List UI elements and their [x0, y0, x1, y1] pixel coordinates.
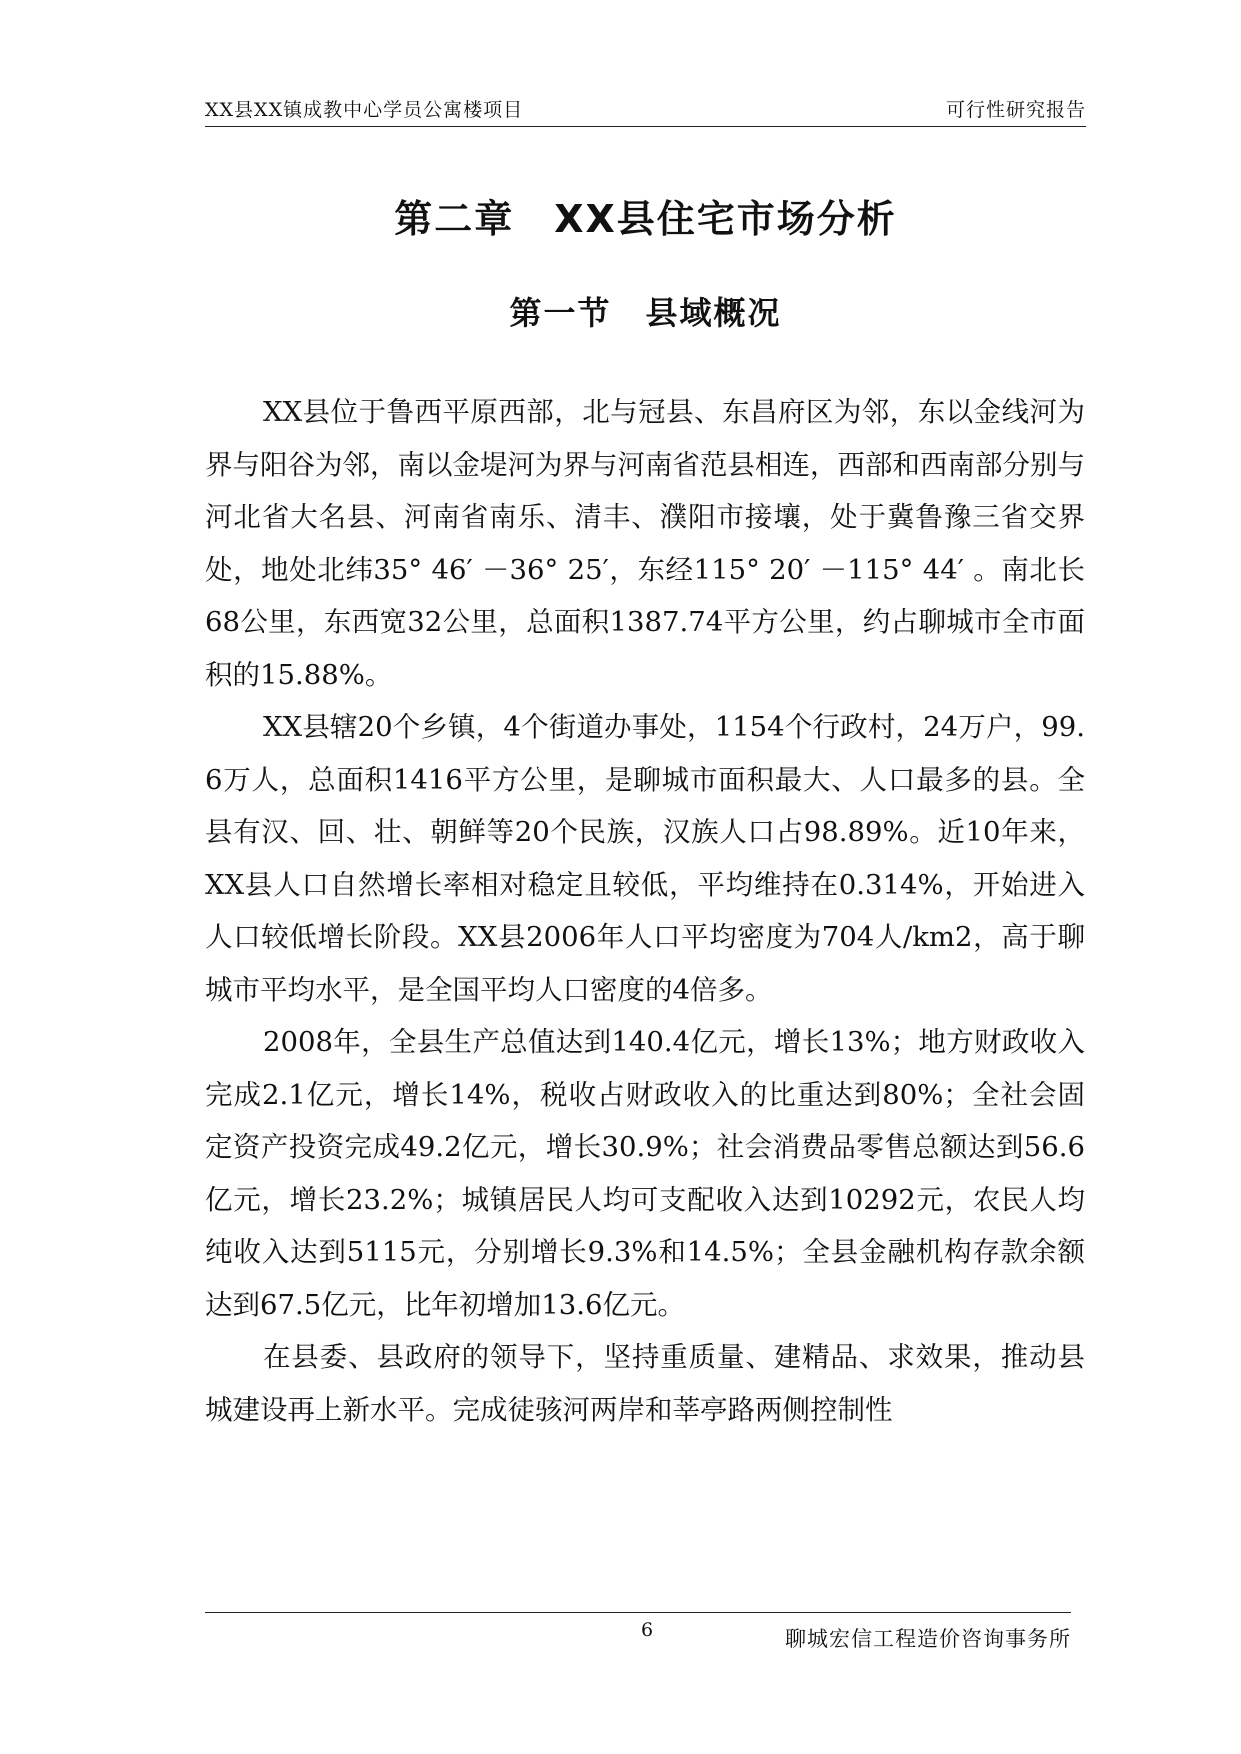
paragraph-population: XX县辖20个乡镇，4个街道办事处，1154个行政村，24万户，99.6万人，总面积1416平方公里，是聊城市面积最大、人口最多的县。全县有汉、回、壮、朝鲜等20个民族，汉族人口占98.89%。近10年来，XX县人口自然增长率相对稳定且较低，平均维持在0.314%，开始进入人口较低增长阶段。XX县2006年人口平均密度为704人/km2，高于聊城市平均水平，是全国平均人口密度的4倍多。 — [205, 711, 1085, 1006]
page-footer — [205, 1612, 1071, 1653]
footer-organization: 聊城宏信工程造价咨询事务所 — [785, 1627, 1071, 1651]
paragraph-location: XX县位于鲁西平原西部，北与冠县、东昌府区为邻，东以金线河为界与阳谷为邻，南以金堤河为界与河南省范县相连，西部和西南部分别与河北省大名县、河南省南乐、清丰、濮阳市接壤，处于冀鲁豫三省交界处，地处北纬35° 46′ －36° 25′，东经115° 20′ －115° 44′ 。南北长68公里，东西宽32公里，总面积1387.74平方公里，约占聊城市全市面积的15.88%。 — [205, 396, 1085, 691]
section-title: 第一节 县域概况 — [509, 294, 782, 332]
paragraph-economy: 2008年，全县生产总值达到140.4亿元，增长13%；地方财政收入完成2.1亿元，增长14%，税收占财政收入的比重达到80%；全社会固定资产投资完成49.2亿元，增长30.9%；社会消费品零售总额达到56.6亿元，增长23.2%；城镇居民人均可支配收入达到10292元，农民人均纯收入达到5115元，分别增长9.3%和14.5%；全县金融机构存款余额达到67.5亿元，比年初增加13.6亿元。 — [205, 1026, 1085, 1321]
body-text — [205, 386, 1085, 1436]
page-number: 6 — [641, 1619, 654, 1641]
page-header — [205, 100, 1086, 127]
header-report-type: 可行性研究报告 — [945, 99, 1086, 121]
header-project-name: XX县XX镇成教中心学员公寓楼项目 — [205, 99, 524, 121]
paragraph-construction: 在县委、县政府的领导下，坚持重质量、建精品、求效果，推动县城建设再上新水平。完成徒骇河两岸和莘亭路两侧控制性 — [205, 1341, 1085, 1426]
chapter-title: 第二章 XX县住宅市场分析 — [394, 197, 897, 241]
